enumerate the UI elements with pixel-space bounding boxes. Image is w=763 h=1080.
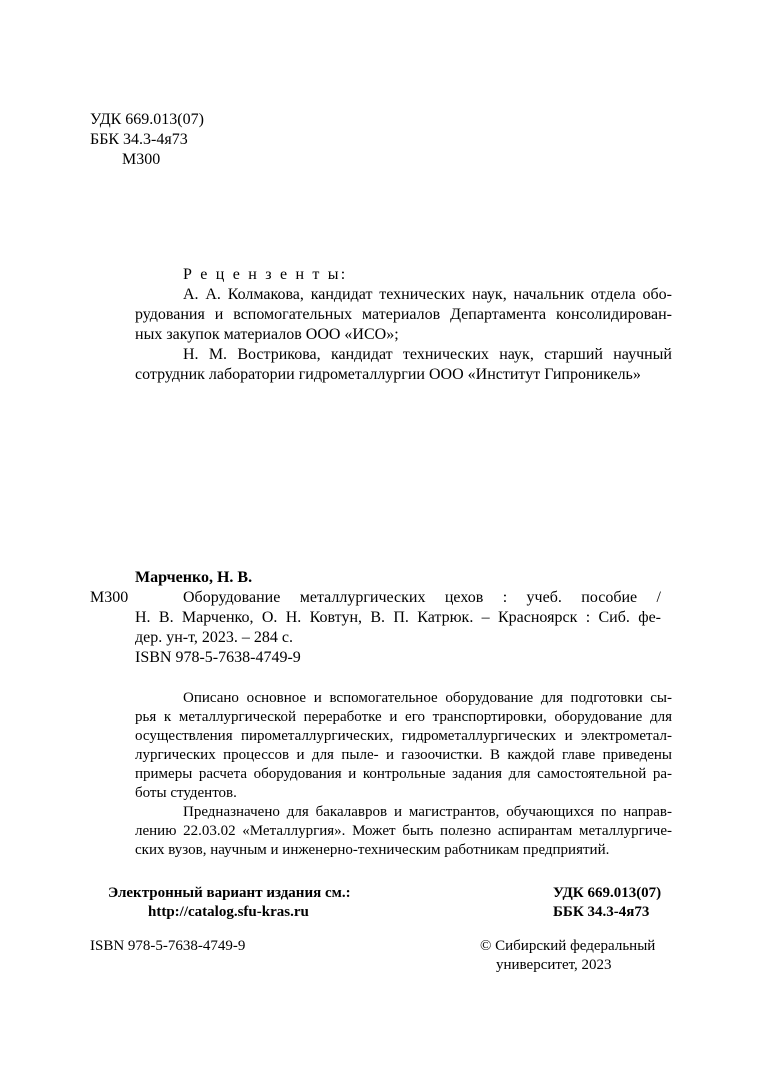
biblio-title: Оборудование металлургических цехов : учеб. пособие / [183,589,661,606]
biblio-line: дер. ун-т, 2023. – 284 с. [135,629,294,646]
biblio-code: М300 [90,589,129,606]
copyright-line: университет, 2023 [496,957,612,973]
abstract-line: осуществления пирометаллургических, гидрометаллургических и электрометал- [135,728,672,744]
author-name: Марченко, Н. В. [135,569,253,586]
copyright-line: © Сибирский федеральный [480,938,656,954]
electronic-url[interactable]: http://catalog.sfu-kras.ru [148,904,309,920]
electronic-label: Электронный вариант издания см.: [108,885,351,901]
author-mark: М300 [122,151,161,168]
abstract-line: боты студентов. [135,785,237,801]
reviewer-line: сотрудник лаборатории гидрометаллургии ООО «Институт Гипроникель» [135,366,641,383]
biblio-line: Н. В. Марченко, О. Н. Ковтун, В. П. Катрюк. – Красноярск : Сиб. фе- [135,609,661,626]
biblio-isbn: ISBN 978-5-7638-4749-9 [135,649,301,666]
udk-code: УДК 669.013(07) [90,111,204,128]
footer-bbk: ББК 34.3-4я73 [553,904,650,920]
abstract-line: лургических процессов и для пыле- и газоочистки. В каждой главе приведены [135,747,672,763]
abstract-line: рья к металлургической переработке и его транспортировки, оборудование для [135,709,672,725]
abstract-line: Предназначено для бакалавров и магистрантов, обучающихся по направ- [183,804,672,820]
reviewer-line: А. А. Колмакова, кандидат технических наук, начальник отдела обо- [183,286,672,303]
abstract-line: Описано основное и вспомогательное оборудование для подготовки сы- [183,690,672,706]
bbk-code: ББК 34.3-4я73 [90,131,188,148]
reviewer-line: рудования и вспомогательных материалов Департамента консолидирован- [135,306,672,323]
abstract-line: примеры расчета оборудования и контрольные задания для самостоятельной ра- [135,766,672,782]
abstract-line: лению 22.03.02 «Металлургия». Может быть полезно аспирантам металлургиче- [135,823,672,839]
footer-udk: УДК 669.013(07) [553,885,662,901]
abstract-line: ских вузов, научным и инженерно-техническим работникам предприятий. [135,842,610,858]
footer-isbn: ISBN 978-5-7638-4749-9 [90,938,246,954]
reviewers-heading: Р е ц е н з е н т ы: [183,266,348,283]
reviewer-line: Н. М. Вострикова, кандидат технических наук, старший научный [183,346,672,363]
reviewer-line: ных закупок материалов ООО «ИСО»; [135,326,399,343]
